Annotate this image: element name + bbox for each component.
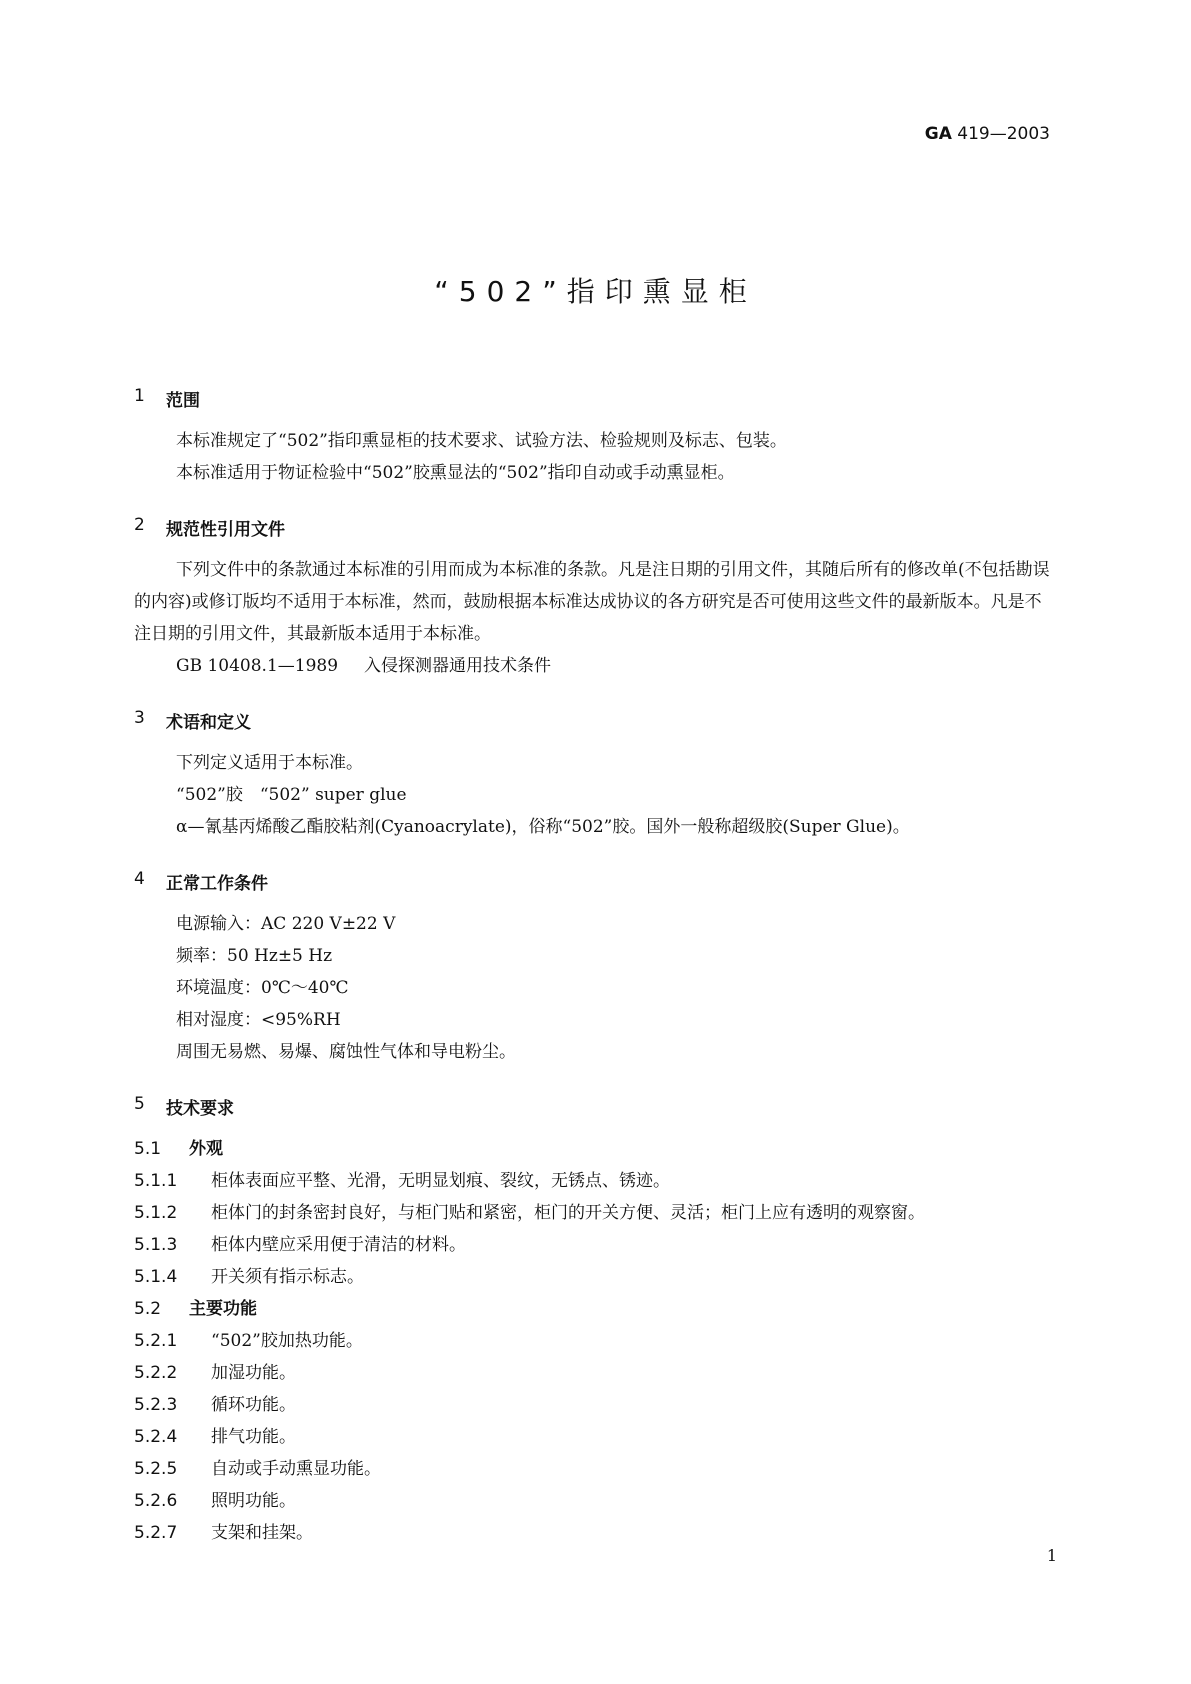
condition-line: 周围无易燃、易爆、腐蚀性气体和导电粉尘。 (176, 1042, 516, 1062)
subsection-5-2-heading (134, 1293, 1054, 1325)
paragraph: 下列定义适用于本标准。 (176, 753, 363, 773)
condition-line: 环境温度：0℃～40℃ (176, 978, 349, 998)
normative-reference (134, 650, 1054, 682)
page-number: 1 (1046, 1546, 1057, 1565)
clause-number: 5.1.1 (134, 1171, 178, 1191)
clause (134, 1229, 1054, 1261)
paragraph: 下列文件中的条款通过本标准的引用而成为本标准的条款。凡是注日期的引用文件，其随后所有的修改单(不包括勘误的内容)或修订版均不适用于本标准，然而，鼓励根据本标准达成协议的各方研究是否可使用这些文件的最新版本。凡是不注日期的引用文件，其最新版本适用于本标准。 (134, 560, 1050, 644)
clause (134, 1453, 1054, 1485)
clause (134, 1165, 1054, 1197)
term-definition: α—氰基丙烯酸乙酯胶粘剂(Cyanoacrylate)，俗称“502”胶。国外一般称超级胶(Super Glue)。 (176, 817, 910, 837)
clause-number: 5.2.3 (134, 1395, 178, 1415)
clause-text: 加湿功能。 (211, 1363, 296, 1383)
clause-number: 5.1.4 (134, 1267, 178, 1287)
section-number: 5 (134, 1094, 145, 1114)
section-title: 范围 (166, 391, 200, 411)
subsection-5-1-heading (134, 1133, 1054, 1165)
clause (134, 1517, 1054, 1549)
section-5-heading (134, 1094, 1054, 1119)
clause-number: 5.2.2 (134, 1363, 178, 1383)
subsection-number: 5.2 (134, 1299, 162, 1319)
paragraph: 本标准规定了“502”指印熏显柜的技术要求、试验方法、检验规则及标志、包装。 (176, 431, 787, 451)
section-1-heading (134, 386, 1054, 411)
paragraph: 本标准适用于物证检验中“502”胶熏显法的“502”指印自动或手动熏显柜。 (176, 463, 735, 483)
clause-text: 柜体内壁应采用便于清洁的材料。 (211, 1235, 466, 1255)
clause-number: 5.2.7 (134, 1523, 178, 1543)
condition-line: 频率：50 Hz±5 Hz (176, 946, 333, 966)
page-title: “502”指印熏显柜 (434, 275, 757, 308)
clause-text: 柜体门的封条密封良好，与柜门贴和紧密，柜门的开关方便、灵活；柜门上应有透明的观察窗。 (211, 1203, 925, 1223)
section-title: 正常工作条件 (166, 874, 268, 894)
subsection-number: 5.1 (134, 1139, 162, 1159)
clause-number: 5.2.5 (134, 1459, 178, 1479)
clause-number: 5.1.3 (134, 1235, 178, 1255)
section-title: 规范性引用文件 (166, 520, 285, 540)
clause (134, 1421, 1054, 1453)
clause-text: “502”胶加热功能。 (211, 1331, 363, 1351)
clause-text: 柜体表面应平整、光滑，无明显划痕、裂纹，无锈点、锈迹。 (211, 1171, 670, 1191)
clause (134, 1389, 1054, 1421)
clause-text: 照明功能。 (211, 1491, 296, 1511)
section-number: 2 (134, 515, 145, 535)
clause-number: 5.2.6 (134, 1491, 178, 1511)
clause-text: 循环功能。 (211, 1395, 296, 1415)
subsection-title: 外观 (189, 1139, 223, 1159)
clause-text: 支架和挂架。 (211, 1523, 313, 1543)
clause (134, 1485, 1054, 1517)
clause-number: 5.1.2 (134, 1203, 178, 1223)
condition-line: 相对湿度：<95%RH (176, 1010, 341, 1030)
standard-code: 419—2003 (957, 124, 1050, 144)
term: “502”胶 “502” super glue (176, 785, 407, 805)
clause-text: 自动或手动熏显功能。 (211, 1459, 381, 1479)
section-2-heading (134, 515, 1054, 540)
reference-code: GB 10408.1—1989 (176, 656, 339, 676)
section-3-heading (134, 708, 1054, 733)
clause (134, 1197, 1054, 1229)
document-body (134, 386, 1054, 1549)
clause (134, 1325, 1054, 1357)
condition-line: 电源输入：AC 220 V±22 V (176, 914, 396, 934)
clause (134, 1261, 1054, 1293)
standard-number (925, 124, 1050, 144)
clause-number: 5.2.4 (134, 1427, 178, 1447)
section-title: 术语和定义 (166, 713, 251, 733)
clause-number: 5.2.1 (134, 1331, 178, 1351)
standard-prefix: GA (924, 124, 952, 144)
clause (134, 1357, 1054, 1389)
section-4-heading (134, 869, 1054, 894)
reference-title: 入侵探测器通用技术条件 (364, 656, 552, 676)
clause-text: 排气功能。 (211, 1427, 296, 1447)
section-title: 技术要求 (166, 1099, 234, 1119)
subsection-title: 主要功能 (189, 1299, 257, 1319)
section-number: 4 (134, 869, 145, 889)
section-number: 1 (134, 386, 145, 406)
clause-text: 开关须有指示标志。 (211, 1267, 364, 1287)
section-number: 3 (134, 708, 145, 728)
